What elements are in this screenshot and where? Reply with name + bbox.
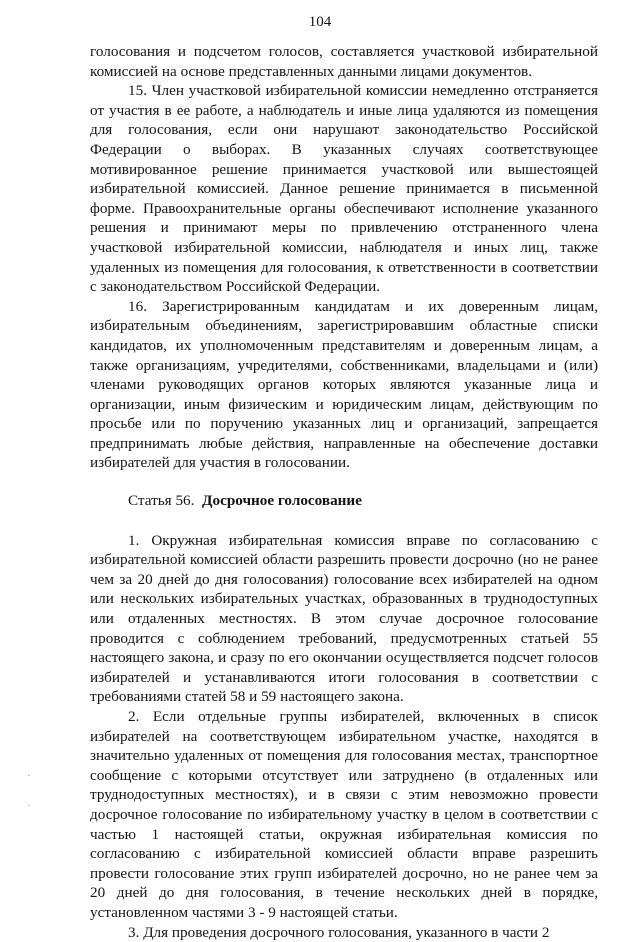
article-paragraph-2: 2. Если отдельные группы избирателей, включенных в список избирателей на соответствующем избирательном участке, находятся в значительно удаленных от помещения для голосования местах, транспортное сообщение с которыми отсутствует или затруднено (в отдаленных или труднодоступных местностях), и в связи с этим невозможно провести досрочное голосование по избирательному участку в целом в соответствии с частью 1 настоящей статьи, окружная избирательная комиссия по согласованию с избирательной комиссией области вправе разрешить провести голосование этих групп избирателей досрочно, но не ранее чем за 20 дней до дня голосования, в течение нескольких дней в порядке, установленном частями 3 - 9 настоящей статьи. xyxy=(90,708,598,921)
paragraph-16: 16. Зарегистрированным кандидатам и их доверенным лицам, избирательным объединениям, зарегистрировавшим областные списки кандидатов, их уполномоченным представителям и доверенным лицам, а также организациям, учредителями, собственниками, владельцами и (или) членами руководящих органов которых являются указанные лица и организации, иным физическим и юридическим лицам, действующим по просьбе или по поручению указанных лиц и организаций, запрещается предпринимать любые действия, направленные на обеспечение доставки избирателей для участия в голосовании. xyxy=(90,297,598,472)
article-paragraph-3: 3. Для проведения досрочного голосования, указанного в части 2 xyxy=(128,923,550,941)
scan-mark: · xyxy=(27,800,31,812)
paragraph-15: 15. Член участковой избирательной комиссии немедленно отстраняется от участия в ее работе, а наблюдатель и иные лица удаляются из помещения для голосования, если они нарушают законодательство Российской Федерации о выборах. В указанных случаях соответствующее мотивированное решение принимается участковой или вышестоящей избирательной комиссией. Данное решение принимается в письменной форме. Правоохранительные органы обеспечивают исполнение указанного решения и принимают меры по привлечению отстраненного члена участковой избирательной комиссии, наблюдателя и иных лиц, также удаленных из помещения для голосования, к ответственности в соответствии с законодательством Российской Федерации. xyxy=(90,82,598,296)
article-heading xyxy=(128,491,598,511)
page-number: 104 xyxy=(308,14,332,30)
scan-mark: · xyxy=(27,770,31,782)
article-paragraph-1: 1. Окружная избирательная комиссия вправе по согласованию с избирательной комиссией области разрешить провести досрочно (но не ранее чем за 20 дней до дня голосования) голосование всех избирателей на одном или нескольких избирательных участках, образованных в труднодоступных или отдаленных местностях. В этом случае досрочное голосование проводится с соблюдением требований, предусмотренных статьей 55 настоящего закона, и сразу по его окончании осуществляется подсчет голосов избирателей и устанавливаются итоги голосования в соответствии с требованиями статей 58 и 59 настоящего закона. xyxy=(90,531,598,706)
paragraph-continuation: голосования и подсчетом голосов, составляется участковой избирательной комиссией на основе представленных данными лицами документов. xyxy=(90,43,598,80)
document-body xyxy=(90,42,598,942)
article-title: Досрочное голосование xyxy=(202,492,362,510)
article-label: Статья 56. xyxy=(128,492,195,510)
